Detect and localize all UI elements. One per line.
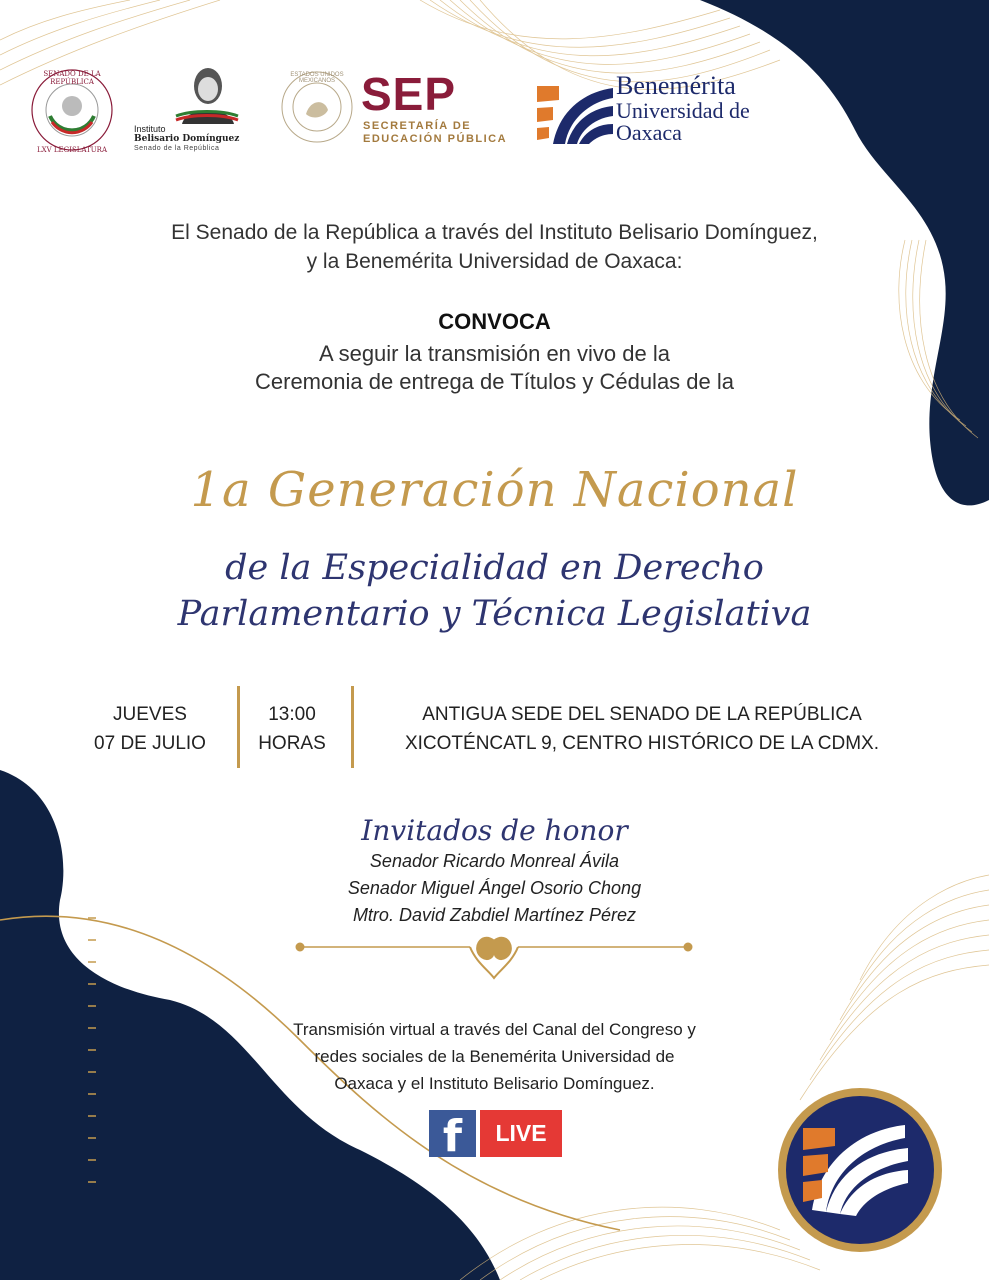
headline-line1: de la Especialidad en Derecho xyxy=(225,548,764,588)
convoca-heading: CONVOCA xyxy=(438,309,551,334)
sep-title: SEP xyxy=(361,68,457,120)
transmission-line2: redes sociales de la Benemérita Universidad de xyxy=(314,1047,675,1066)
belisario-portrait-logo xyxy=(172,64,242,124)
guest-item: Mtro. David Zabdiel Martínez Pérez xyxy=(352,905,637,925)
intro-text xyxy=(0,218,989,276)
university-badge xyxy=(778,1088,942,1252)
gold-waves-bottom xyxy=(460,1207,820,1280)
live-badge[interactable]: LIVE xyxy=(480,1110,562,1157)
event-time-block xyxy=(244,700,340,758)
info-divider-2 xyxy=(351,686,354,768)
event-time-unit: HORAS xyxy=(258,733,326,754)
transmission-line1: Transmisión virtual a través del Canal del Congreso y xyxy=(293,1020,696,1039)
event-date: 07 DE JULIO xyxy=(94,733,206,754)
guest-item: Senador Ricardo Monreal Ávila xyxy=(369,851,620,871)
gold-ornament-divider xyxy=(296,937,692,978)
event-date-block xyxy=(80,700,220,758)
buo-text-line2: Universidad de xyxy=(616,98,750,123)
headline-generation: 1a Generación Nacional xyxy=(190,462,799,518)
buo-text-line1: Benemérita xyxy=(616,71,736,100)
facebook-icon[interactable]: f xyxy=(429,1110,476,1157)
headline-line2: Parlamentario y Técnica Legislativa xyxy=(177,594,812,634)
sep-line1: SECRETARÍA DE xyxy=(363,120,472,132)
ibd-text-line1: Instituto xyxy=(134,124,166,134)
info-divider-1 xyxy=(237,686,240,768)
event-time: 13:00 xyxy=(268,704,316,725)
buo-wing-logo xyxy=(537,78,613,146)
senado-ring-top-text: SENADO DE LA REPÚBLICA xyxy=(43,70,101,86)
buo-text-line3: Oaxaca xyxy=(616,120,682,145)
ibd-text-line3: Senado de la República xyxy=(134,145,220,152)
mexico-ring-text: ESTADOS UNIDOS MEXICANOS xyxy=(290,72,344,84)
event-venue-block xyxy=(358,700,926,758)
intro-line2: y la Benemérita Universidad de Oaxaca: xyxy=(306,250,683,273)
event-venue-line1: ANTIGUA SEDE DEL SENADO DE LA REPÚBLICA xyxy=(422,704,862,725)
convoca-subtext xyxy=(0,340,989,396)
honor-guests-title: Invitados de honor xyxy=(361,814,628,847)
transmission-line3: Oaxaca y el Instituto Belisario Domínguez. xyxy=(334,1074,655,1093)
sep-line2: EDUCACIÓN PÚBLICA xyxy=(363,133,508,145)
ibd-text-line2: Belisario Domínguez xyxy=(134,134,240,144)
transmission-text xyxy=(0,1016,989,1097)
guest-item: Senador Miguel Ángel Osorio Chong xyxy=(347,878,642,898)
senado-ring-bottom-text: LXV LEGISLATURA xyxy=(36,146,108,154)
event-venue-line2: XICOTÉNCATL 9, CENTRO HISTÓRICO DE LA CDMX. xyxy=(404,733,879,754)
convoca-line2: Ceremonia de entrega de Títulos y Cédulas de la xyxy=(255,369,734,394)
intro-line1: El Senado de la República a través del Instituto Belisario Domínguez, xyxy=(171,221,818,244)
event-day: JUEVES xyxy=(113,704,187,725)
convoca-line1: A seguir la transmisión en vivo de la xyxy=(319,341,670,366)
